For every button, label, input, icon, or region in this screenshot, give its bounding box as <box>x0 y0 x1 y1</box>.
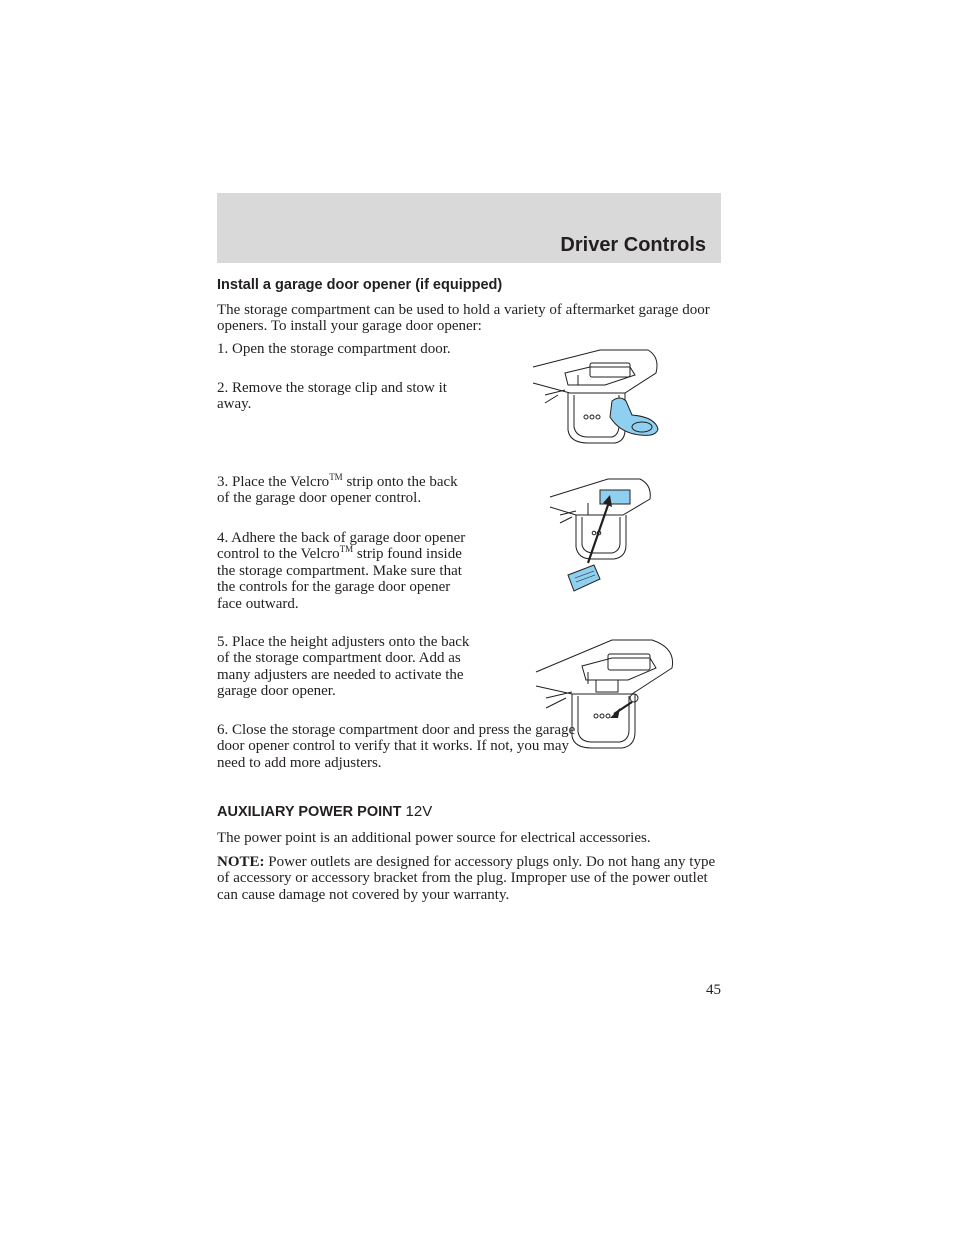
intro-paragraph: The storage compartment can be used to hold a variety of aftermarket garage door openers. To install your garage door opener: <box>217 302 710 335</box>
step-4: 4. Adhere the back of garage door opener control to the Velcro™ strip found inside the storage compartment. Make sure that the controls for the garage door opener face outward. <box>217 530 466 612</box>
garage-opener-heading: Install a garage door opener (if equipped) <box>217 277 503 293</box>
trademark: TM <box>329 472 343 482</box>
note-label: NOTE: <box>217 854 265 870</box>
storage-clip-illustration <box>530 345 665 450</box>
note-paragraph: NOTE: Power outlets are designed for accessory plugs only. Do not hang any type of accessory or accessory bracket from the plug. Improper use of the power outlet can cause damage not covered by your warranty. <box>217 854 716 903</box>
power-point-text: The power point is an additional power source for electrical accessories. <box>217 830 651 846</box>
velcro-strip-illustration <box>548 475 658 600</box>
page-number: 45 <box>706 982 721 998</box>
step-1: 1. Open the storage compartment door. <box>217 341 451 357</box>
step-3: 3. Place the Velcro™ strip onto the back of the garage door opener control. <box>217 472 458 507</box>
12v-symbol: 12V <box>405 803 433 820</box>
step-6: 6. Close the storage compartment door and press the garage door opener control to verify that it works. If not, you may need to add more adjusters. <box>217 722 576 771</box>
aux-power-heading: AUXILIARY POWER POINT 12V <box>217 803 433 820</box>
header-band <box>217 193 721 263</box>
section-title: Driver Controls <box>560 234 706 256</box>
step-5: 5. Place the height adjusters onto the back of the storage compartment door. Add as many adjusters are needed to activate the garage door opener. <box>217 634 470 700</box>
trademark: TM <box>339 544 354 555</box>
height-adjusters-illustration <box>532 636 680 754</box>
step-2: 2. Remove the storage clip and stow it away. <box>217 380 447 413</box>
